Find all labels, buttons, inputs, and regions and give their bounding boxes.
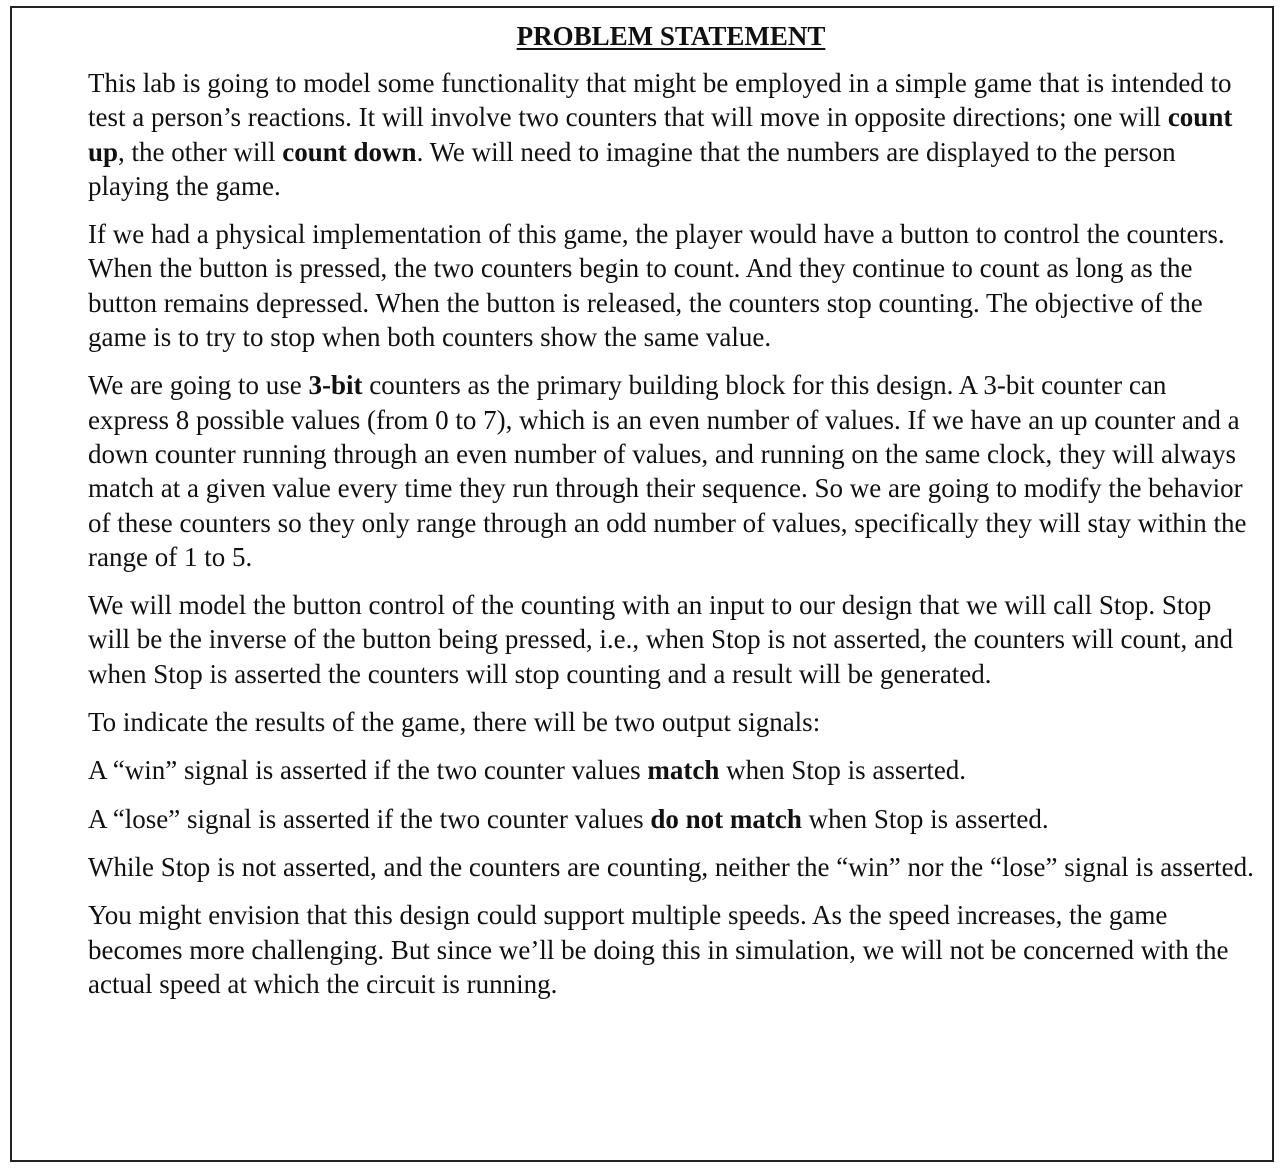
text: when Stop is asserted. xyxy=(801,803,1049,834)
bold-match: match xyxy=(647,755,720,786)
paragraph-counting-state: While Stop is not asserted, and the counters are counting, neither the “win” nor the “lose” signal is asserted. xyxy=(88,851,1254,882)
paragraph-speeds: You might envision that this design could support multiple speeds. As the speed increases, the game becomes more challenging. But since we’ll be doing this in simulation, we will not be concerned with the actual speed at which the circuit is running. xyxy=(88,900,1229,999)
text: A “win” signal is asserted if the two counter values xyxy=(88,755,648,786)
text: We are going to use xyxy=(88,370,309,401)
text: . We will need to imagine that the numbers are displayed to the person playing the game. xyxy=(88,136,1176,201)
text: counters as the primary building block for this design. A 3-bit counter can express 8 possible values (from 0 to 7), which is an even number of values. If we have an up counter and a down counter running through an even number of values, and running on the same clock, they will always match at a given value every time they run through their sequence. So we are going to modify the behavior of these counters so they only range through an odd number of values, specifically they will stay within the range of 1 to 5. xyxy=(88,370,1247,572)
bold-3-bit: 3-bit xyxy=(308,370,363,401)
paragraph-physical-implementation: If we had a physical implementation of this game, the player would have a button to control the counters. When the button is pressed, the two counters begin to count. And they continue to count as long as the button remains depressed. When the button is released, the counters stop counting. The objective of the game is to try to stop when both counters show the same value. xyxy=(88,219,1225,353)
problem-statement xyxy=(88,18,1254,1015)
text: when Stop is asserted. xyxy=(719,755,967,786)
paragraph-win-signal xyxy=(88,753,1254,787)
text: A “lose” signal is asserted if the two counter values xyxy=(88,803,651,834)
section-title: PROBLEM STATEMENT xyxy=(516,21,826,51)
paragraph-output-signals: To indicate the results of the game, there will be two output signals: xyxy=(88,707,821,738)
bold-count-down: count down xyxy=(282,136,417,167)
paragraph-intro xyxy=(88,66,1254,203)
paragraph-lose-signal xyxy=(88,802,1254,836)
text: This lab is going to model some functionality that might be employed in a simple game that is intended to test a person’s reactions. It will involve two counters that will move in opposite directions; one will xyxy=(88,68,1232,133)
bold-do-not-match: do not match xyxy=(650,803,802,834)
paragraph-stop-input: We will model the button control of the counting with an input to our design that we will call Stop. Stop will be the inverse of the button being pressed, i.e., when Stop is not asserted, the counters will count, and when Stop is asserted the counters will stop counting and a result will be generated. xyxy=(88,590,1234,689)
text: , the other will xyxy=(118,136,283,167)
paragraph-3bit-counters xyxy=(88,368,1254,574)
bold-count-up: count up xyxy=(88,102,1233,167)
